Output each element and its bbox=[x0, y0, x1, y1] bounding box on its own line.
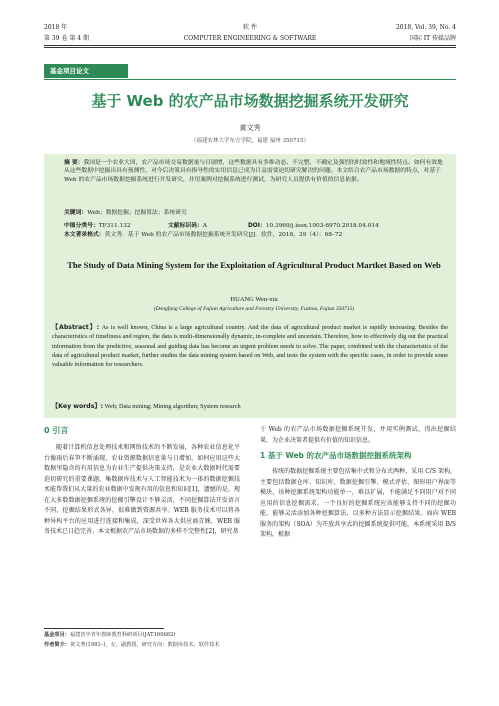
abstract-panel bbox=[44, 154, 456, 418]
english-keywords bbox=[52, 401, 448, 410]
header-brand: 国际 IT 传媒品牌 bbox=[409, 35, 456, 42]
footnote-author bbox=[44, 642, 456, 649]
cn-abstract bbox=[64, 159, 444, 184]
continued-paragraph: 于 Web 的农产品市场数据挖掘系统开发，并用实例测试，得出挖掘结果，为企业决策者提供有价值的知识信息。 bbox=[260, 426, 456, 444]
paper-author: 黄文秀 bbox=[239, 124, 261, 132]
citation-format bbox=[64, 231, 444, 239]
section-0-paragraph: 随着计算机信息处理技术和网络技术的不断发展，各种农业信息化平台像雨后春笋不断涌现，农业资源数据信息量与日增加，如何应用这些大数据里隐含的有用信息为农业生产提供决策支持，是农业大数据时代需要迫切研究的重要课题。集数据库技术与人工智能技术为一体的数据挖掘技术能帮我们从大量的农业数据中发现有用的信息和知识[1]，遗憾的是，现在大多数数据挖掘系统的挖掘引擎设计不够灵活，不同挖掘算法开发语言不同，挖掘结果形式各异，很难做到资源共享。WEB 服务技术可以将各种异构平台的应用进行连接和集成，深受世界各大供应商青睐，WEB 服务技术已日趋完善。本文根据农产品市场数据的多样不完整性[2]，研究基 bbox=[44, 444, 240, 535]
citation-text: 黄文秀．基于 Web 的农产品市场数据挖掘系统开发研究[J]．软件，2018，39（4）：68–72 bbox=[104, 232, 343, 238]
header-volume: 2018, Vol. 39, No. 4 bbox=[395, 24, 456, 31]
english-title: The Study of Data Mining System for the Exploitation of Agricultural Product Martket Based on Web bbox=[67, 260, 441, 270]
english-abstract bbox=[52, 323, 448, 369]
citation-label: 本文著录格式： bbox=[64, 232, 105, 238]
header-rule-thin bbox=[44, 47, 456, 48]
header-journal-en: COMPUTER ENGINEERING & SOFTWARE bbox=[183, 35, 317, 42]
cn-abstract-text: 我国是一个农业大国，农产品市场交易数据量与日剧增，这些数据具有多维动态、不完整、不确定及强烈的时效性和地域性特点。如何有效地从这些数据中挖掘出具有预测性、对今后决策具有指导性的实用信息已成为日益需要迫切研究解决的问题。本文结合农产品市场数据的特点，对基于 Web 的农产品市场数据挖掘系统进行开发研究，并用案例对挖掘系统进行测试，为研究人员提供有价值的信息依据。 bbox=[64, 160, 443, 183]
section-1-heading: 1 基于 Web 的农产品市场数据挖掘系统架构 bbox=[260, 451, 412, 460]
header-rule bbox=[44, 45, 456, 46]
body-column-right bbox=[260, 425, 456, 541]
english-abstract-label: 【Abstract】: bbox=[52, 324, 100, 331]
clc-label: 中图分类号： bbox=[64, 223, 99, 229]
cn-keywords-label: 关键词： bbox=[64, 210, 88, 216]
author-bio-label: 作者简介： bbox=[44, 642, 70, 648]
header-journal-cn: 软 件 bbox=[243, 24, 257, 31]
cn-keywords-text: Web；数据挖掘；挖掘算法；系统研究 bbox=[87, 210, 187, 216]
paper-affiliation: （福建农林大学东方学院，福建 福州 350715） bbox=[191, 138, 309, 144]
body-column-left bbox=[44, 425, 240, 538]
header-year: 2018 年 bbox=[44, 24, 68, 31]
fund-project-tag: 基金项目论文 bbox=[44, 64, 128, 78]
header-issue: 第 39 卷 第 4 期 bbox=[44, 35, 89, 42]
doi-label: DOI： bbox=[248, 223, 266, 229]
paper-title: 基于 Web 的农产品市场数据挖掘系统开发研究 bbox=[91, 92, 409, 110]
footnote-fund bbox=[44, 632, 456, 639]
doi-value[interactable]: 10.3969/j.issn.1003-6970.2018.04.014 bbox=[265, 223, 379, 229]
english-abstract-text: As is well known, China is a large agricultural country. And the data of agricultural product market is rapidly increasing. Besides the characteristics of timeliness and region, the data is multi-dimensionally dynamic, in-complete and uncertain. Therefore, how to effectively dig out the practical information from the predictive, seasonal and guiding data has become an urgent problem needs to solve. The paper, combined with the characteristics of the data of agricultural product market, further studies the data mining system based on Web, and tests the system with the specific cases, in order to provide some valuable information for researchers. bbox=[52, 324, 449, 369]
author-bio-text: 黄文秀(1981–)，女，副教授，研究方向：数据库技术、软件技术 bbox=[69, 642, 220, 648]
fund-text: 福建省中青年教师教育科研项目(JAT160682) bbox=[69, 632, 176, 638]
fund-tag-rule bbox=[44, 79, 456, 80]
english-keywords-text: Web; Data mining; Mining algorithm; System research bbox=[104, 403, 241, 410]
english-affiliation: (Dongfang College of Fujian Agriculture and Forestry University, Fuzhou, Fujian 350715) bbox=[153, 306, 355, 312]
fund-label: 基金项目： bbox=[44, 632, 70, 638]
doc-code-value: A bbox=[202, 223, 207, 229]
section-0-heading: 0 引言 bbox=[44, 426, 69, 435]
footnote-rule bbox=[44, 628, 164, 629]
doc-code-label: 文献标识码： bbox=[168, 223, 203, 229]
cn-abstract-label: 摘 要： bbox=[64, 160, 84, 166]
section-1-paragraph: 传统的数据挖掘系统主要包括集中式和分布式两种，采用 C/S 架构，主要包括数据仓库、知识库、数据挖掘引擎、模式评估、图形用户界面等模块，该种挖掘系统架构功能单一，难以扩展，不能满足不同用户对不同应用的信息挖掘需求，一个良好的挖掘系统应该能够支持不同的挖掘功能、能够灵活添加各种挖掘算法，以多种方法显示挖掘结果。面向 WEB 服务的架构（SOA）为开放共享式的挖掘系统提供可能，本系统采用 B/S 架构，根据 bbox=[260, 468, 456, 538]
english-keywords-label: 【Key words】: bbox=[52, 403, 104, 410]
clc-value: TP311.132 bbox=[98, 223, 131, 229]
cn-keywords bbox=[64, 209, 444, 217]
english-author: HUANG Wen-xiu bbox=[230, 296, 278, 303]
journal-header bbox=[44, 24, 456, 48]
